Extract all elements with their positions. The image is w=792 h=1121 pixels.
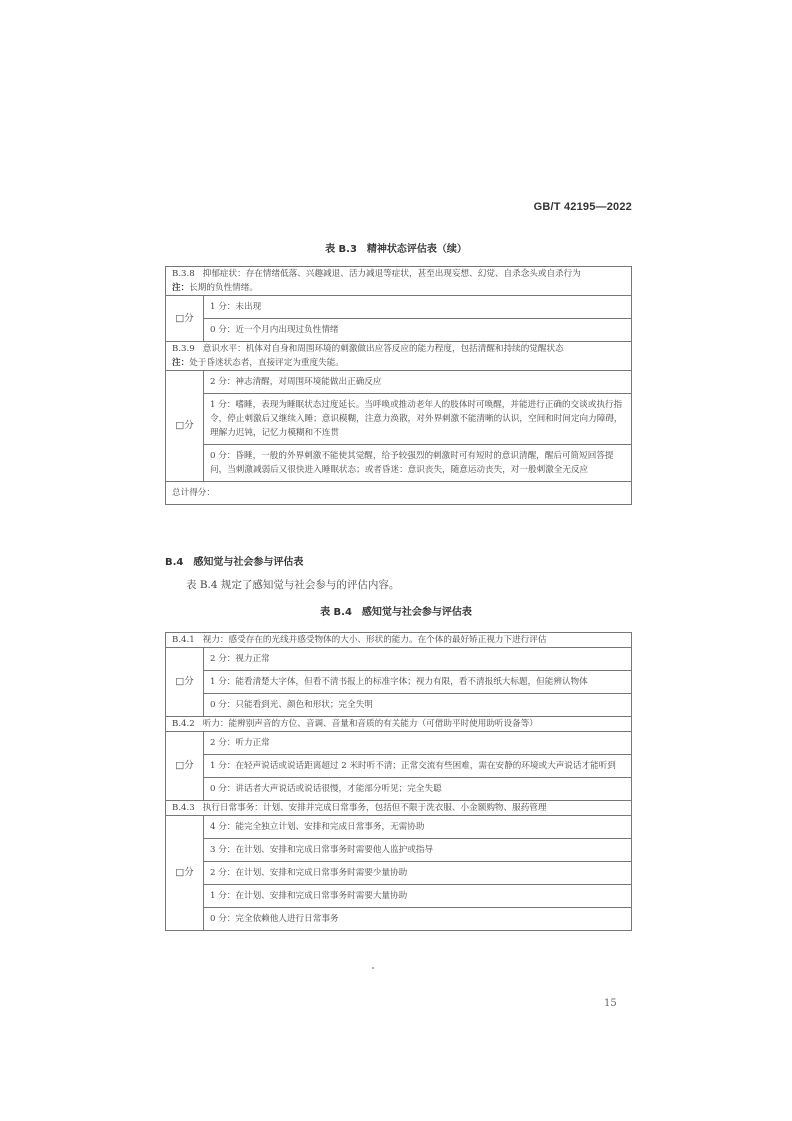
option-text: 2 分：在计划、安排和完成日常事务时需要少量协助 bbox=[204, 862, 632, 885]
score-input-b4-3[interactable]: □分 bbox=[166, 816, 204, 931]
item-header-b3-8 bbox=[166, 267, 632, 296]
item-header-b4-1 bbox=[166, 633, 632, 648]
option-text: 2 分：神志清醒，对周围环境能做出正确反应 bbox=[204, 371, 632, 394]
item-header-b4-3 bbox=[166, 801, 632, 816]
option-text: 1 分：在轻声说话或说话距离超过 2 米时听不清；正常交流有些困难，需在安静的环境或大声说话才能听到 bbox=[204, 755, 632, 778]
option-text: 4 分：能完全独立计划、安排和完成日常事务，无需协助 bbox=[204, 816, 632, 839]
option-row bbox=[166, 885, 632, 908]
option-text: 1 分：能看清楚大字体，但看不清书报上的标准字体；视力有限，看不清报纸大标题，但能辨认物体 bbox=[204, 671, 632, 694]
item-description: 执行日常事务：计划、安排并完成日常事务，包括但不限于洗衣服、小金额购物、服药管理 bbox=[202, 803, 547, 813]
option-row bbox=[166, 371, 632, 394]
option-text: 0 分：昏睡，一般的外界刺激不能使其觉醒，给予较强烈的刺激时可有短时的意识清醒，醒后可简短回答提问，当刺激减弱后又很快进入睡眠状态；或者昏迷：意识丧失，随意运动丧失，对一般刺激全无反应 bbox=[204, 445, 632, 482]
section-b4-heading: B.4 感知觉与社会参与评估表 bbox=[165, 557, 304, 568]
option-text: 2 分：听力正常 bbox=[204, 732, 632, 755]
option-row bbox=[166, 732, 632, 755]
note-label: 注： bbox=[172, 283, 190, 293]
score-input-b3-9[interactable]: □分 bbox=[166, 371, 204, 482]
option-row bbox=[166, 778, 632, 801]
item-description: 视力：感受存在的光线并感受物体的大小、形状的能力。在个体的最好矫正视力下进行评估 bbox=[202, 635, 547, 645]
option-text: 3 分：在计划、安排和完成日常事务时需要他人监护或指导 bbox=[204, 839, 632, 862]
total-row bbox=[166, 482, 632, 505]
option-text: 2 分：视力正常 bbox=[204, 648, 632, 671]
option-row bbox=[166, 648, 632, 671]
option-text: 1 分：嗜睡，表现为睡眠状态过度延长。当呼唤或推动老年人的肢体时可唤醒，并能进行正确的交谈或执行指令，停止刺激后又继续入睡；意识模糊，注意力涣散，对外界刺激不能清晰的认识，空间和时间定向力障碍，理解力迟钝，记忆力模糊和不连贯 bbox=[204, 394, 632, 445]
note-label: 注： bbox=[172, 358, 190, 368]
item-header-row bbox=[166, 717, 632, 732]
item-header-b3-9 bbox=[166, 342, 632, 371]
score-input-b3-8[interactable]: □分 bbox=[166, 296, 204, 342]
item-header-b4-2 bbox=[166, 717, 632, 732]
table-b4 bbox=[165, 632, 632, 931]
option-text: 0 分：只能看到光、颜色和形状；完全失明 bbox=[204, 694, 632, 717]
option-row bbox=[166, 908, 632, 931]
item-header-row bbox=[166, 801, 632, 816]
option-row bbox=[166, 445, 632, 482]
table-b4-caption: 表 B.4 感知觉与社会参与评估表 bbox=[320, 607, 472, 618]
section-b4-paragraph: 表 B.4 规定了感知觉与社会参与的评估内容。 bbox=[186, 579, 400, 591]
item-header-row bbox=[166, 342, 632, 371]
page-number: 15 bbox=[604, 998, 617, 1009]
table-b3 bbox=[165, 266, 632, 505]
option-text: 0 分：讲话者大声说话或说话很慢，才能部分听见；完全失聪 bbox=[204, 778, 632, 801]
standard-code: GB/T 42195—2022 bbox=[533, 201, 632, 213]
item-description: 听力：能辨别声音的方位、音调、音量和音质的有关能力（可借助平时使用助听设备等） bbox=[202, 719, 538, 729]
item-code: B.3.8 bbox=[172, 269, 195, 279]
scan-speck bbox=[372, 967, 374, 969]
total-score-field[interactable]: 总计得分： bbox=[166, 482, 632, 505]
item-code: B.4.2 bbox=[172, 719, 195, 729]
item-description: 意识水平：机体对自身和周围环境的刺激做出应答反应的能力程度，包括清醒和持续的觉醒状态 bbox=[202, 344, 564, 354]
item-description: 抑郁症状：存在情绪低落、兴趣减退、活力减退等症状，甚至出现妄想、幻觉、自杀念头或自杀行为 bbox=[202, 269, 581, 279]
item-code: B.4.1 bbox=[172, 635, 195, 645]
item-header-row bbox=[166, 267, 632, 296]
option-row bbox=[166, 671, 632, 694]
option-row bbox=[166, 816, 632, 839]
option-row bbox=[166, 319, 632, 342]
option-row bbox=[166, 862, 632, 885]
score-input-b4-1[interactable]: □分 bbox=[166, 648, 204, 717]
option-row bbox=[166, 296, 632, 319]
option-row bbox=[166, 694, 632, 717]
option-row bbox=[166, 394, 632, 445]
option-text: 0 分：完全依赖他人进行日常事务 bbox=[204, 908, 632, 931]
score-input-b4-2[interactable]: □分 bbox=[166, 732, 204, 801]
option-text: 1 分：在计划、安排和完成日常事务时需要大量协助 bbox=[204, 885, 632, 908]
item-code: B.4.3 bbox=[172, 803, 195, 813]
item-header-row bbox=[166, 633, 632, 648]
option-text: 1 分：未出现 bbox=[204, 296, 632, 319]
item-note: 处于昏迷状态者，直接评定为重度失能。 bbox=[189, 358, 344, 368]
option-row bbox=[166, 839, 632, 862]
option-row bbox=[166, 755, 632, 778]
table-b3-caption: 表 B.3 精神状态评估表（续） bbox=[325, 244, 467, 255]
item-note: 长期的负性情绪。 bbox=[189, 283, 258, 293]
item-code: B.3.9 bbox=[172, 344, 195, 354]
option-text: 0 分：近一个月内出现过负性情绪 bbox=[204, 319, 632, 342]
